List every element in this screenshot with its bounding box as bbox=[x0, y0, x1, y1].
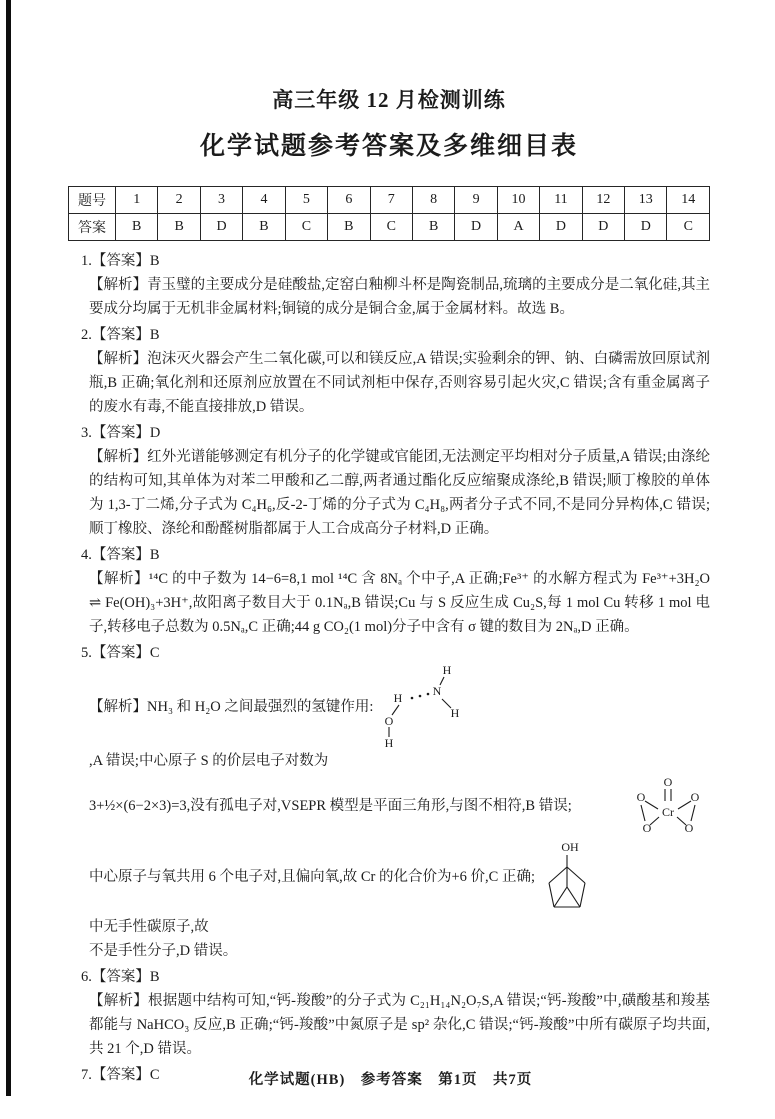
answer-cell: C bbox=[370, 214, 412, 241]
answer-item-5 bbox=[68, 641, 710, 963]
answer-item-2 bbox=[68, 323, 710, 419]
answer-item-3 bbox=[68, 421, 710, 541]
atom-label: H bbox=[451, 706, 460, 720]
adamantanol-diagram bbox=[538, 839, 596, 915]
item-number: 6. bbox=[81, 969, 92, 985]
answer-explanations bbox=[68, 249, 710, 1087]
atom-label: O bbox=[690, 790, 700, 804]
atom-label: N bbox=[433, 684, 442, 698]
question-number-cell: 3 bbox=[200, 187, 242, 214]
atom-label: H bbox=[443, 665, 452, 677]
answer-cell: B bbox=[412, 214, 454, 241]
answer-cell: B bbox=[158, 214, 200, 241]
atom-label: H bbox=[394, 691, 403, 705]
answer-cell: B bbox=[116, 214, 158, 241]
question-number-cell: 4 bbox=[243, 187, 285, 214]
question-number-cell: 14 bbox=[667, 187, 710, 214]
exam-answer-page bbox=[68, 0, 710, 1089]
analysis-text: 【解析】NH₃ 和 H₂O 之间最强烈的氢键作用: bbox=[89, 699, 374, 715]
page-title: 高三年级 12 月检测训练 bbox=[272, 88, 506, 112]
question-number-cell: 8 bbox=[412, 187, 454, 214]
item-answer: 【答案】D bbox=[91, 425, 161, 441]
page-subtitle: 化学试题参考答案及多维细目表 bbox=[199, 133, 578, 160]
item-analysis: 【解析】¹⁴C 的中子数为 14−6=8,1 mol ¹⁴C 含 8Nₐ 个中子,A 正确;Fe³⁺ 的水解方程式为 Fe³⁺+3H₂O ⇌ Fe(OH)₃+3H⁺,故阳离子数目大于 0.1Nₐ,B 错误;Cu 与 S 反应生成 Cu₂S,每 1 mol Cu 转移 1 mol 电子,转移电子总数为 0.5Nₐ,C 正确;44 g CO₂(1 mol)分子中含有 σ 键的数目为 2Nₐ,D 正确。 bbox=[89, 571, 710, 635]
item-answer: 【答案】B bbox=[91, 547, 160, 563]
answer-cell: D bbox=[455, 214, 497, 241]
answer-cell: B bbox=[328, 214, 370, 241]
question-number-cell: 9 bbox=[455, 187, 497, 214]
item-number: 5. bbox=[81, 645, 92, 661]
question-number-cell: 10 bbox=[497, 187, 539, 214]
answer-cell: C bbox=[667, 214, 710, 241]
answer-cell: D bbox=[540, 214, 582, 241]
item-answer: 【答案】B bbox=[91, 253, 160, 269]
answer-cell: D bbox=[200, 214, 242, 241]
analysis-text: 不是手性分子,D 错误。 bbox=[89, 943, 238, 959]
question-number-cell: 13 bbox=[625, 187, 667, 214]
question-number-cell: 12 bbox=[582, 187, 624, 214]
question-number-cell: 5 bbox=[285, 187, 327, 214]
answer-cell: D bbox=[625, 214, 667, 241]
analysis-text: 3+½×(6−2×3)=3,没有孤电子对,VSEPR 模型是平面三角形,与图不相符,B 错误; bbox=[89, 798, 572, 814]
answer-item-4 bbox=[68, 543, 710, 639]
question-number-cell: 1 bbox=[116, 187, 158, 214]
analysis-text: 中心原子与氧共用 6 个电子对,且偏向氧,故 Cr 的化合价为+6 价,C 正确; bbox=[89, 869, 536, 885]
item-answer: 【答案】B bbox=[91, 969, 160, 985]
question-number-cell: 7 bbox=[370, 187, 412, 214]
analysis-text: ,A 错误;中心原子 S 的价层电子对数为 bbox=[89, 753, 329, 769]
scan-edge-artifact bbox=[6, 0, 11, 1096]
item-number: 1. bbox=[81, 253, 92, 269]
question-row-header: 题号 bbox=[69, 187, 116, 214]
item-analysis: 【解析】泡沫灭火器会产生二氧化碳,可以和镁反应,A 错误;实验剩余的钾、钠、白磷需放回原试剂瓶,B 正确;氧化剂和还原剂应放置在不同试剂柜中保存,否则容易引起火灾,C 错误;含有重金属离子的废水有毒,不能直接排放,D 错误。 bbox=[89, 351, 710, 415]
item-number: 3. bbox=[81, 425, 92, 441]
item-number: 2. bbox=[81, 327, 92, 343]
item-answer: 【答案】C bbox=[91, 645, 160, 661]
item-answer: 【答案】C bbox=[91, 1067, 160, 1083]
item-analysis: 【解析】红外光谱能够测定有机分子的化学键或官能团,无法测定平均相对分子质量,A 错误;由涤纶的结构可知,其单体为对苯二甲酸和乙二醇,两者通过酯化反应缩聚成涤纶,B 错误;顺丁橡胶的单体为 1,3-丁二烯,分子式为 C₄H₆,反-2-丁烯的分子式为 C₄H₈,两者分子式不同,不是同分异构体,C 错误;顺丁橡胶、涤纶和酚醛树脂都属于人工合成高分子材料,D 正确。 bbox=[89, 449, 710, 537]
answer-cell: A bbox=[497, 214, 539, 241]
atom-label: Cr bbox=[662, 805, 674, 819]
atom-label: O bbox=[663, 775, 673, 789]
item-analysis bbox=[68, 665, 710, 963]
answer-cell: B bbox=[243, 214, 285, 241]
hydrogen-bond-diagram bbox=[376, 665, 472, 749]
atom-label: O bbox=[385, 714, 394, 728]
answer-row bbox=[69, 214, 710, 241]
chromium-peroxide-diagram bbox=[632, 773, 704, 839]
answer-item-1 bbox=[68, 249, 710, 321]
answer-cell: D bbox=[582, 214, 624, 241]
item-analysis: 【解析】青玉璧的主要成分是硅酸盐,定窑白釉柳斗杯是陶瓷制品,琉璃的主要成分是二氧化硅,其主要成分均属于无机非金属材料;铜镜的成分是铜合金,属于金属材料。故选 B。 bbox=[89, 277, 710, 317]
page-footer: 化学试题(HB) 参考答案 第1页 共7页 bbox=[248, 1072, 533, 1088]
item-analysis: 【解析】根据题中结构可知,“钙-羧酸”的分子式为 C₂₁H₁₄N₂O₇S,A 错误;“钙-羧酸”中,磺酸基和羧基都能与 NaHCO₃ 反应,B 正确;“钙-羧酸”中氮原子是 sp² 杂化,C 错误;“钙-羧酸”中所有碳原子均共面,共 21 个,D 错误。 bbox=[89, 993, 710, 1057]
atom-label: H bbox=[385, 736, 394, 749]
atom-label: O bbox=[684, 821, 694, 835]
answer-item-6 bbox=[68, 965, 710, 1061]
item-answer: 【答案】B bbox=[91, 327, 160, 343]
question-number-cell: 11 bbox=[540, 187, 582, 214]
analysis-text: 中无手性碳原子,故 bbox=[89, 919, 209, 935]
answer-cell: C bbox=[285, 214, 327, 241]
question-number-cell: 6 bbox=[328, 187, 370, 214]
question-number-row bbox=[69, 187, 710, 214]
atom-label: O bbox=[636, 790, 646, 804]
hydroxyl-label: OH bbox=[561, 840, 579, 854]
question-number-cell: 2 bbox=[158, 187, 200, 214]
atom-label: O bbox=[642, 821, 652, 835]
item-number: 7. bbox=[81, 1067, 92, 1083]
item-number: 4. bbox=[81, 547, 92, 563]
answer-row-header: 答案 bbox=[69, 214, 116, 241]
answer-key-table bbox=[68, 186, 710, 241]
